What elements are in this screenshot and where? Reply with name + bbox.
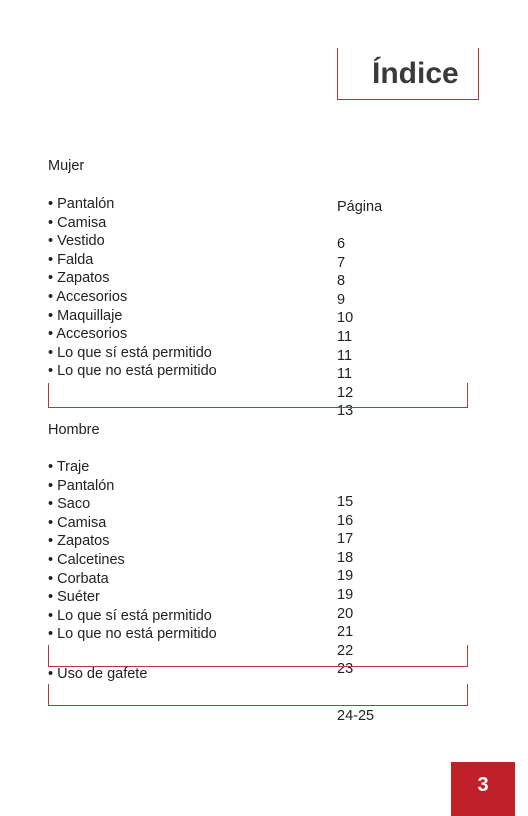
section-heading-women: Mujer [48, 158, 85, 174]
page-number: 21 [337, 624, 354, 641]
page-number: 13 [337, 403, 354, 420]
list-item: • Traje [48, 459, 90, 475]
men-item-list [48, 458, 217, 644]
list-item: • Vestido [48, 233, 105, 250]
women-item-list [48, 195, 217, 381]
page-number: 20 [337, 605, 354, 622]
page-number: 22 [337, 642, 354, 659]
list-item: • Corbata [48, 570, 109, 587]
page-title: Índice [372, 57, 459, 90]
list-item: • Suéter [48, 589, 100, 606]
list-item: • Lo que no está permitido [48, 626, 217, 643]
page-number: 17 [337, 531, 354, 548]
page-number: 8 [337, 273, 346, 290]
list-item: • Accesorios [48, 326, 128, 343]
list-item: • Pantalón [48, 196, 115, 212]
page-number-badge: 24-25 [337, 708, 375, 724]
page-number: 6 [337, 236, 346, 252]
list-item-badge: • Uso de gafete [48, 666, 148, 682]
list-item: • Calcetines [48, 551, 125, 568]
list-item: • Zapatos [48, 533, 110, 550]
page-number: 9 [337, 291, 346, 308]
list-item: • Zapatos [48, 270, 110, 287]
list-item: • Lo que sí está permitido [48, 344, 212, 361]
page-number: 23 [337, 661, 354, 678]
page-number-tab: 3 [451, 762, 515, 816]
section-heading-men: Hombre [48, 422, 100, 438]
list-item: • Pantalón [48, 477, 115, 494]
list-item: • Accesorios [48, 288, 128, 305]
page-number: 7 [337, 254, 346, 271]
list-item: • Falda [48, 251, 94, 268]
list-item: • Lo que sí está permitido [48, 607, 212, 624]
page-number: 11 [337, 366, 353, 383]
section-divider-men [48, 645, 468, 667]
list-item: • Camisa [48, 214, 107, 231]
page-number: 16 [337, 512, 354, 529]
page-column-heading: Página [337, 199, 383, 215]
section-divider-women [48, 383, 468, 408]
list-item: • Lo que no está permitido [48, 363, 217, 380]
section-divider-badge [48, 684, 468, 706]
page-number: 19 [337, 568, 354, 585]
page-number: 15 [337, 494, 354, 510]
list-item: • Saco [48, 496, 91, 513]
page-number: 10 [337, 310, 354, 327]
list-item: • Camisa [48, 514, 107, 531]
list-item: • Maquillaje [48, 307, 123, 324]
page-number: 11 [337, 347, 353, 364]
page-number: 11 [337, 328, 353, 345]
page-number: 12 [337, 384, 354, 401]
page-number: 18 [337, 549, 354, 566]
page-number: 19 [337, 586, 354, 603]
